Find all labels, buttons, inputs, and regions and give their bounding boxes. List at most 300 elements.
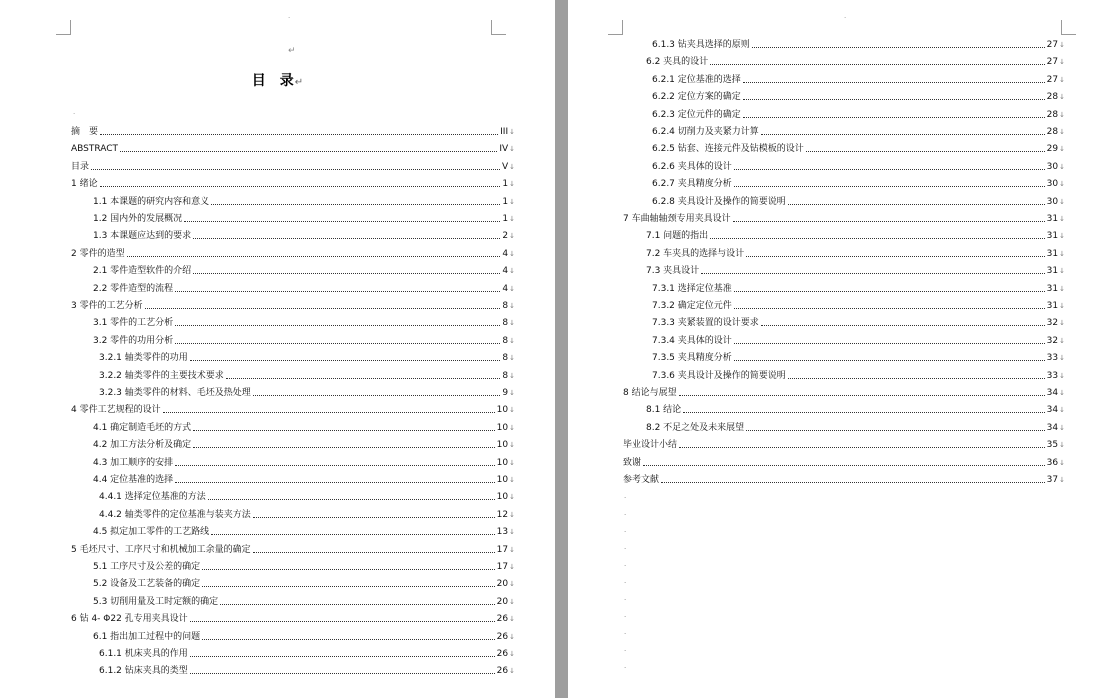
toc-dot-leader: [710, 64, 1044, 65]
toc-entry-label: 5.2 设备及工艺装备的确定: [93, 579, 201, 590]
paragraph-mark: ·: [624, 511, 627, 519]
toc-entry-page-number: 26: [496, 614, 509, 625]
paragraph-mark: ↓: [509, 441, 515, 450]
toc-entry-page-number: 10: [496, 405, 509, 416]
toc-dot-leader: [175, 465, 494, 466]
toc-entry-page-number: 31: [1046, 248, 1059, 259]
paragraph-mark: ↓: [1059, 180, 1065, 189]
toc-entry-page-number: 28: [1046, 127, 1059, 137]
toc-entry[interactable]: [652, 194, 1065, 208]
toc-entry-label: 6.2 夹具的设计: [646, 57, 709, 68]
toc-entry-label: 6.2.8 夹具设计及操作的简要说明: [652, 196, 786, 207]
paragraph-mark: ↓: [509, 632, 515, 641]
toc-dot-leader: [208, 499, 495, 500]
paragraph-mark: ·: [624, 613, 627, 621]
toc-entry-page-number: 33: [1046, 370, 1059, 381]
paragraph-mark: ↓: [1059, 249, 1065, 258]
toc-entry-page-number: 9: [502, 388, 509, 398]
paragraph-mark: ↓: [509, 493, 515, 502]
toc-dot-leader: [661, 482, 1045, 483]
toc-dot-leader: [120, 151, 497, 152]
toc-entry-page-number: 26: [496, 666, 509, 677]
toc-dot-leader: [91, 169, 500, 170]
toc-entry-label: 6.2.3 定位元件的确定: [652, 109, 741, 120]
toc-entry-page-number: 8: [502, 370, 509, 381]
paragraph-mark: ↓: [1059, 75, 1065, 84]
paragraph-mark: ↓: [509, 650, 515, 658]
margin-corner-top-left: [608, 20, 623, 35]
paragraph-mark: ↓: [1059, 423, 1065, 432]
paragraph-mark: ·: [844, 14, 847, 22]
toc-entry[interactable]: [652, 72, 1065, 86]
toc-title: 目 录↵: [251, 73, 304, 89]
toc-entry-label: 2.1 零件造型软件的介绍: [93, 266, 192, 277]
toc-entry-label: 目录: [71, 161, 90, 172]
toc-entry[interactable]: [646, 263, 1065, 277]
toc-dot-leader: [743, 99, 1045, 100]
toc-entry-page-number: 8: [502, 353, 509, 364]
toc-entry[interactable]: [646, 228, 1065, 242]
toc-entry-label: 6.2.1 定位基准的选择: [652, 74, 741, 85]
toc-entry[interactable]: [93, 333, 515, 347]
paragraph-mark: ↓: [509, 336, 515, 345]
toc-entry-page-number: 35: [1046, 440, 1059, 451]
toc-entry-label: 8 结论与展望: [623, 388, 677, 398]
toc-entry-label: 1.1 本课题的研究内容和意义: [93, 196, 210, 207]
toc-dot-leader: [145, 308, 501, 309]
toc-entry[interactable]: [99, 385, 515, 399]
toc-dot-leader: [211, 204, 500, 205]
toc-entry-page-number: 34: [1046, 422, 1059, 433]
toc-entry-page-number: 4: [502, 248, 509, 259]
page-gap: [555, 0, 568, 698]
toc-entry-label: 4.2 加工方法分析及确定: [93, 440, 192, 451]
toc-dot-leader: [679, 447, 1045, 448]
toc-dot-leader: [193, 238, 500, 239]
paragraph-mark: ↓: [1059, 162, 1065, 171]
toc-entry[interactable]: [93, 228, 515, 242]
toc-entry[interactable]: [93, 263, 515, 277]
toc-entry-label: 3.2.3 轴类零件的材料、毛坯及热处理: [99, 388, 251, 398]
toc-entry[interactable]: [71, 611, 515, 625]
toc-dot-leader: [127, 256, 501, 257]
toc-entry[interactable]: [93, 211, 515, 225]
paragraph-mark: ↓: [1059, 58, 1065, 67]
paragraph-mark: ·: [624, 630, 627, 638]
toc-entry-label: 6.1.2 钻床夹具的类型: [99, 666, 188, 677]
toc-entry-page-number: 8: [502, 335, 509, 346]
toc-entry-label: 5.1 工序尺寸及公差的确定: [93, 562, 201, 572]
paragraph-mark: ↓: [1059, 128, 1065, 136]
toc-dot-leader: [220, 604, 494, 605]
toc-entry-label: 参考文献: [623, 475, 660, 485]
toc-entry-page-number: 28: [1046, 109, 1059, 120]
toc-entry-label: 3.2.2 轴类零件的主要技术要求: [99, 370, 224, 381]
toc-dot-leader: [253, 395, 501, 396]
toc-entry-label: 7.3.1 选择定位基准: [652, 283, 732, 294]
toc-entry[interactable]: [646, 54, 1065, 68]
toc-entry-page-number: 36: [1046, 457, 1059, 468]
toc-dot-leader: [190, 656, 495, 657]
paragraph-mark: ↓: [509, 667, 515, 676]
toc-entry-page-number: 26: [496, 631, 509, 642]
paragraph-mark: ↓: [509, 406, 515, 415]
paragraph-mark: ↓: [1059, 406, 1065, 415]
paragraph-mark: ↓: [1059, 267, 1065, 276]
paragraph-mark: ↓: [1059, 319, 1065, 328]
toc-entry-label: 4.3 加工顺序的安排: [93, 457, 174, 468]
toc-entry-label: 8.2 不足之处及未来展望: [646, 422, 745, 433]
toc-entry[interactable]: [93, 455, 515, 469]
toc-entry[interactable]: [93, 524, 515, 538]
toc-entry-label: 7.3.5 夹具精度分析: [652, 353, 732, 364]
toc-dot-leader: [163, 412, 495, 413]
toc-dot-leader: [175, 325, 500, 326]
toc-entry[interactable]: [71, 542, 515, 556]
toc-entry-page-number: 10: [496, 440, 509, 451]
toc-entry[interactable]: [652, 315, 1065, 329]
paragraph-mark: ↓: [1059, 215, 1065, 223]
toc-entry-page-number: 17: [496, 562, 509, 572]
paragraph-mark: ↓: [509, 145, 515, 154]
toc-entry-page-number: 31: [1046, 266, 1059, 277]
paragraph-mark: ↓: [1059, 302, 1065, 310]
toc-entry[interactable]: [646, 420, 1065, 434]
toc-entry-page-number: 29: [1046, 144, 1059, 155]
paragraph-mark: ↓: [509, 249, 515, 258]
toc-dot-leader: [746, 430, 1044, 431]
toc-entry-page-number: III: [500, 127, 509, 137]
toc-entry[interactable]: [646, 402, 1065, 416]
toc-dot-leader: [761, 134, 1045, 135]
toc-entry[interactable]: [646, 246, 1065, 260]
paragraph-mark: ↓: [509, 215, 515, 223]
toc-entry[interactable]: [652, 124, 1065, 138]
paragraph-mark: ·: [624, 494, 627, 502]
toc-entry-page-number: 28: [1046, 92, 1059, 103]
paragraph-mark: ↓: [509, 580, 515, 589]
toc-entry-label: 6.1.1 机床夹具的作用: [99, 649, 188, 659]
toc-entry-label: 7.2 车夹具的选择与设计: [646, 248, 745, 259]
paragraph-mark: ·: [624, 545, 627, 553]
paragraph-mark: ↵: [288, 46, 296, 56]
toc-entry-page-number: 30: [1046, 179, 1059, 190]
toc-entry-page-number: 4: [502, 266, 509, 277]
toc-entry[interactable]: [623, 455, 1065, 469]
toc-entry-label: 致谢: [623, 457, 642, 468]
toc-entry[interactable]: [93, 315, 515, 329]
paragraph-mark: ↓: [1059, 145, 1065, 154]
toc-entry-page-number: 4: [502, 283, 509, 294]
paragraph-mark: ↓: [509, 528, 515, 537]
toc-entry-page-number: 37: [1046, 475, 1059, 485]
toc-entry[interactable]: [71, 176, 515, 190]
toc-dot-leader: [734, 291, 1045, 292]
toc-entry[interactable]: [71, 246, 515, 260]
toc-entry-label: 5.3 切削用量及工时定额的确定: [93, 596, 219, 607]
toc-entry-page-number: 8: [502, 318, 509, 329]
toc-entry[interactable]: [652, 141, 1065, 155]
toc-entry[interactable]: [623, 385, 1065, 399]
toc-entry[interactable]: [71, 141, 515, 155]
toc-entry-page-number: 34: [1046, 405, 1059, 416]
toc-entry[interactable]: [652, 89, 1065, 103]
margin-corner-top-left: [56, 20, 71, 35]
toc-dot-leader: [190, 673, 495, 674]
toc-dot-leader: [788, 378, 1045, 379]
toc-dot-leader: [710, 238, 1044, 239]
toc-entry-label: 2 零件的造型: [71, 248, 125, 259]
toc-entry[interactable]: [93, 194, 515, 208]
toc-entry-page-number: 1: [502, 214, 509, 224]
toc-entry-label: 4.5 拟定加工零件的工艺路线: [93, 527, 210, 538]
toc-entry[interactable]: [99, 350, 515, 364]
toc-dot-leader: [190, 360, 501, 361]
toc-entry[interactable]: [93, 420, 515, 434]
toc-entry-page-number: IV: [499, 144, 509, 155]
toc-entry-page-number: 2: [502, 231, 509, 242]
toc-entry[interactable]: [623, 472, 1065, 486]
toc-entry-label: 3.1 零件的工艺分析: [93, 318, 174, 329]
toc-dot-leader: [190, 621, 495, 622]
toc-entry-page-number: 31: [1046, 231, 1059, 242]
toc-entry[interactable]: [652, 333, 1065, 347]
paragraph-mark: ↓: [509, 284, 515, 293]
paragraph-mark: ↓: [1059, 284, 1065, 293]
paragraph-mark: ↓: [509, 197, 515, 206]
paragraph-mark: ↓: [509, 319, 515, 328]
toc-entry-label: 7.3.6 夹具设计及操作的简要说明: [652, 370, 786, 381]
toc-dot-leader: [734, 169, 1045, 170]
toc-entry-label: 1.3 本课题应达到的要求: [93, 231, 192, 242]
toc-dot-leader: [202, 586, 494, 587]
toc-dot-leader: [175, 291, 500, 292]
toc-entry[interactable]: [652, 368, 1065, 382]
toc-entry-label: 7 车曲轴轴颈专用夹具设计: [623, 214, 731, 224]
toc-entry-label: 4.4.2 轴类零件的定位基准与装夹方法: [99, 509, 251, 520]
toc-entry-page-number: 33: [1046, 353, 1059, 364]
toc-dot-leader: [679, 395, 1045, 396]
paragraph-mark: ↓: [509, 354, 515, 363]
toc-entry-label: 7.3 夹具设计: [646, 266, 700, 277]
margin-corner-top-right: [1061, 20, 1076, 35]
toc-entry-page-number: 10: [496, 457, 509, 468]
toc-dot-leader: [175, 343, 500, 344]
toc-entry[interactable]: [99, 646, 515, 660]
toc-entry-page-number: 1: [502, 179, 509, 190]
toc-entry-label: 7.3.4 夹具体的设计: [652, 335, 732, 346]
toc-entry-label: 毕业设计小结: [623, 440, 678, 451]
paragraph-mark: ·: [73, 110, 76, 118]
paragraph-mark: ↓: [509, 162, 515, 171]
toc-entry-page-number: 13: [496, 527, 509, 538]
toc-dot-leader: [100, 134, 498, 135]
toc-entry-page-number: 26: [496, 649, 509, 659]
toc-entry-label: 7.3.2 确定定位元件: [652, 301, 732, 311]
paragraph-mark: ↓: [509, 180, 515, 189]
paragraph-mark: ↓: [1059, 476, 1065, 484]
toc-entry[interactable]: [93, 437, 515, 451]
margin-corner-top-right: [491, 20, 506, 35]
toc-entry-label: 6 钻 4- Φ22 孔专用夹具设计: [71, 614, 188, 625]
toc-entry-page-number: 12: [496, 509, 509, 520]
paragraph-mark: ·: [624, 579, 627, 587]
paragraph-mark: ↓: [509, 510, 515, 519]
paragraph-mark: ↓: [509, 389, 515, 397]
toc-dot-leader: [743, 82, 1045, 83]
toc-entry[interactable]: [71, 298, 515, 312]
document-page-right: [568, 0, 1101, 698]
toc-dot-leader: [193, 447, 494, 448]
toc-entry-label: 4.4 定位基准的选择: [93, 475, 174, 485]
paragraph-mark: ·: [624, 562, 627, 570]
toc-entry-page-number: 17: [496, 544, 509, 555]
toc-entry-label: 4.4.1 选择定位基准的方法: [99, 492, 206, 503]
toc-entry-page-number: 20: [496, 596, 509, 607]
paragraph-mark: ↓: [509, 563, 515, 571]
toc-dot-leader: [734, 308, 1045, 309]
paragraph-mark: ↓: [509, 423, 515, 432]
toc-dot-leader: [253, 552, 495, 553]
toc-entry-label: ABSTRACT: [71, 144, 119, 155]
paragraph-mark: ↓: [509, 128, 515, 136]
paragraph-mark: ↓: [1059, 93, 1065, 102]
paragraph-mark: ↓: [1059, 458, 1065, 467]
toc-entry[interactable]: [93, 281, 515, 295]
toc-entry[interactable]: [93, 594, 515, 608]
toc-entry-label: 6.2.4 切削力及夹紧力计算: [652, 127, 759, 137]
toc-entry-label: 1 绪论: [71, 179, 98, 190]
toc-entry[interactable]: [99, 489, 515, 503]
toc-entry-label: 1.2 国内外的发展概况: [93, 214, 183, 224]
toc-dot-leader: [806, 151, 1045, 152]
toc-entry-page-number: 34: [1046, 388, 1059, 398]
toc-dot-leader: [193, 273, 500, 274]
toc-dot-leader: [683, 412, 1044, 413]
toc-dot-leader: [743, 117, 1045, 118]
toc-entry[interactable]: [71, 159, 515, 173]
toc-entry-label: 7.3.3 夹紧装置的设计要求: [652, 318, 759, 329]
toc-entry-page-number: 10: [496, 492, 509, 503]
toc-dot-leader: [788, 204, 1045, 205]
toc-entry-label: 6.2.5 钻套、连接元件及钻模板的设计: [652, 144, 804, 155]
toc-entry-label: 摘 要: [71, 127, 99, 137]
toc-entry-page-number: 27: [1046, 57, 1059, 68]
paragraph-mark: ↓: [509, 371, 515, 380]
toc-dot-leader: [184, 221, 500, 222]
paragraph-mark: ↓: [509, 597, 515, 606]
paragraph-mark: ↓: [1059, 336, 1065, 345]
toc-dot-leader: [734, 360, 1045, 361]
paragraph-mark: ↓: [509, 302, 515, 310]
toc-entry[interactable]: [71, 402, 515, 416]
toc-dot-leader: [100, 186, 501, 187]
toc-entry-label: 3.2 零件的功用分析: [93, 335, 174, 346]
toc-entry-label: 8.1 结论: [646, 405, 682, 416]
toc-entry[interactable]: [652, 350, 1065, 364]
paragraph-mark: ↓: [509, 615, 515, 624]
toc-entry[interactable]: [623, 437, 1065, 451]
toc-dot-leader: [175, 482, 494, 483]
paragraph-mark: ↓: [1059, 41, 1065, 49]
toc-dot-leader: [226, 378, 501, 379]
toc-entry-page-number: 1: [502, 196, 509, 207]
toc-entry[interactable]: [71, 124, 515, 138]
toc-entry[interactable]: [93, 576, 515, 590]
paragraph-mark: ↓: [509, 476, 515, 484]
paragraph-mark: ·: [624, 664, 627, 672]
toc-entry-label: 3.2.1 轴类零件的功用: [99, 353, 188, 364]
toc-dot-leader: [202, 569, 494, 570]
toc-entry-page-number: 10: [496, 475, 509, 485]
paragraph-mark: ↓: [509, 267, 515, 276]
toc-entry-label: 6.2.6 夹具体的设计: [652, 161, 732, 172]
paragraph-mark: ↓: [509, 232, 515, 241]
paragraph-mark: ↓: [509, 545, 515, 554]
toc-entry[interactable]: [652, 298, 1065, 312]
toc-entry-label: 6.1.3 钻夹具选择的原则: [652, 40, 750, 50]
toc-entry-label: 4.1 确定制造毛坯的方式: [93, 422, 192, 433]
paragraph-mark: ·: [624, 528, 627, 536]
paragraph-mark: ↓: [1059, 197, 1065, 206]
toc-entry[interactable]: [99, 368, 515, 382]
toc-dot-leader: [193, 430, 494, 431]
toc-dot-leader: [733, 221, 1045, 222]
toc-entry-label: 2.2 零件造型的流程: [93, 283, 174, 294]
toc-entry-page-number: 31: [1046, 301, 1059, 311]
paragraph-mark: ·: [624, 596, 627, 604]
toc-entry[interactable]: [93, 559, 515, 573]
toc-entry-page-number: 20: [496, 579, 509, 590]
toc-dot-leader: [701, 273, 1044, 274]
toc-entry[interactable]: [99, 663, 515, 677]
toc-entry-page-number: 31: [1046, 214, 1059, 224]
toc-entry[interactable]: [99, 507, 515, 521]
paragraph-mark: ↓: [509, 458, 515, 467]
toc-dot-leader: [734, 343, 1045, 344]
toc-dot-leader: [752, 47, 1045, 48]
toc-entry[interactable]: [652, 37, 1065, 51]
toc-entry[interactable]: [652, 281, 1065, 295]
toc-entry-label: 6.2.2 定位方案的确定: [652, 92, 741, 103]
toc-dot-leader: [253, 517, 495, 518]
toc-entry[interactable]: [652, 176, 1065, 190]
toc-entry-page-number: 10: [496, 422, 509, 433]
paragraph-mark: ↓: [1059, 110, 1065, 119]
toc-entry-label: 7.1 问题的指出: [646, 231, 709, 242]
toc-entry[interactable]: [652, 159, 1065, 173]
toc-entry-page-number: 32: [1046, 318, 1059, 329]
toc-entry-page-number: 30: [1046, 196, 1059, 207]
toc-entry[interactable]: [652, 107, 1065, 121]
toc-entry-page-number: 8: [502, 301, 509, 311]
toc-dot-leader: [746, 256, 1044, 257]
toc-entry-label: 6.1 指出加工过程中的问题: [93, 631, 201, 642]
toc-entry-page-number: 27: [1046, 74, 1059, 85]
toc-entry[interactable]: [93, 629, 515, 643]
toc-entry-page-number: 27: [1046, 40, 1059, 50]
paragraph-mark: ↓: [1059, 389, 1065, 397]
paragraph-mark: ↓: [1059, 371, 1065, 380]
toc-entry[interactable]: [623, 211, 1065, 225]
paragraph-mark: ↓: [1059, 232, 1065, 241]
toc-dot-leader: [202, 639, 494, 640]
paragraph-mark: ·: [624, 647, 627, 655]
toc-entry[interactable]: [93, 472, 515, 486]
paragraph-mark: ↓: [1059, 441, 1065, 450]
toc-entry-page-number: 32: [1046, 335, 1059, 346]
toc-entry-label: 4 零件工艺规程的设计: [71, 405, 161, 416]
